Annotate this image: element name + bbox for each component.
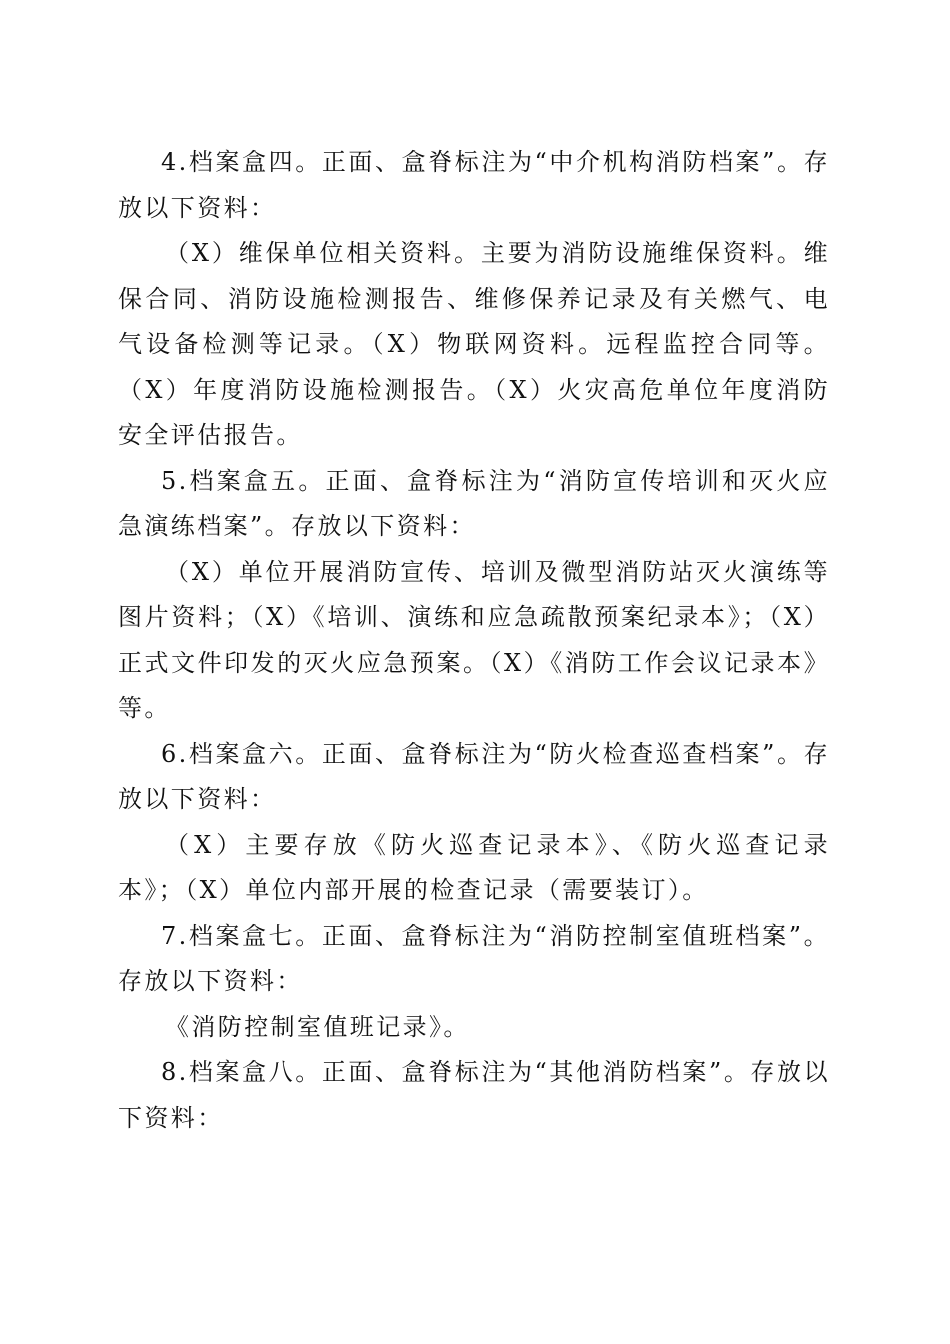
paragraph-box-5-heading: 5.档案盒五。正面、盒脊标注为“消防宣传培训和灭火应急演练档案”。存放以下资料： — [118, 466, 830, 540]
paragraph-box-5-contents: （X）单位开展消防宣传、培训及微型消防站灭火演练等图片资料；（X）《培训、演练和应急疏散预案纪录本》；（X）正式文件印发的灭火应急预案。（X）《消防工作会议记录本》等。 — [118, 557, 830, 722]
paragraph-box-7-contents: 《消防控制室值班记录》。 — [165, 1012, 470, 1041]
paragraph-box-6-heading: 6.档案盒六。正面、盒脊标注为“防火检查巡查档案”。存放以下资料： — [118, 739, 830, 813]
paragraph-box-4-contents: （X）维保单位相关资料。主要为消防设施维保资料。维保合同、消防设施检测报告、维修保养记录及有关燃气、电气设备检测等记录。（X）物联网资料。远程监控合同等。（X）年度消防设施检测报告。（X）火灾高危单位年度消防安全评估报告。 — [118, 239, 830, 449]
paragraph-box-8-heading: 8.档案盒八。正面、盒脊标注为“其他消防档案”。存放以下资料： — [118, 1058, 830, 1132]
paragraph-box-6-contents: （X）主要存放《防火巡查记录本》、《防火巡查记录本》；（X）单位内部开展的检查记录（需要装订）。 — [118, 830, 830, 904]
paragraph-box-7-heading: 7.档案盒七。正面、盒脊标注为“消防控制室值班档案”。存放以下资料： — [118, 921, 830, 995]
document-body — [118, 140, 830, 1141]
paragraph-box-4-heading: 4.档案盒四。正面、盒脊标注为“中介机构消防档案”。存放以下资料： — [118, 148, 830, 222]
